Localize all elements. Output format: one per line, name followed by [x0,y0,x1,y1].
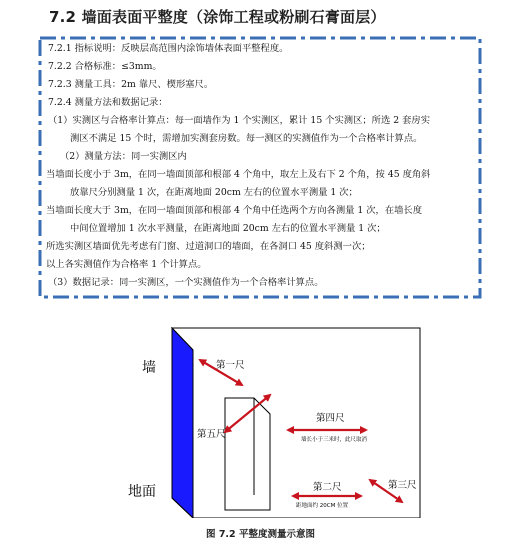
text-line-6: 测区不满足 15 个时，需增加实测套房数。每一测区的实测值作为一个合格率计算点。 [70,133,423,144]
text-line-10: 当墙面长度大于 3m，在同一墙面顶部和根部 4 个角中任选两个方向各测量 1 次，在墙长度 [46,205,423,216]
label-floor: 地面 [128,484,156,500]
section-title: 7.2 墙面表面平整度（涂饰工程或粉刷石膏面层） [49,8,386,26]
text-line-14: （3）数据记录：同一实测区，一个实测值作为一个合格率计算点。 [48,277,324,288]
text-line-7: （2）测量方法：同一实测区内 [60,151,187,162]
text-line-12: 所选实测区墙面优先考虑有门窗、过道洞口的墙面，在各洞口 45 度斜测一次； [46,241,371,252]
text-line-1: 7.2.1 指标说明：反映层高范围内涂饰墙体表面平整程度。 [48,43,289,54]
ruler-4-note: 墙长小于三米时，此尺取消 [301,437,368,443]
text-line-4: 7.2.4 测量方法和数据记录： [48,97,168,108]
ruler-5-label: 第五尺 [197,429,226,440]
ruler-4-label: 第四尺 [316,413,345,424]
text-line-5: （1）实测区与合格率计算点：每一面墙作为 1 个实测区，累计 15 个实测区；所选 2 套房实 [48,115,430,126]
text-line-11: 中间位置增加 1 次水平测量，在距离地面 20cm 左右的位置水平测量 1 次； [70,223,386,234]
text-line-3: 7.2.3 测量工具：2m 靠尺、楔形塞尺。 [48,79,214,90]
ruler-1-label: 第一尺 [216,360,245,371]
text-line-13: 以上各实测值作为合格率 1 个计算点。 [46,259,207,270]
measurement-diagram [120,320,440,518]
text-line-9: 放靠尺分别测量 1 次，在距离地面 20cm 左右的位置水平测量 1 次； [70,187,358,198]
wall-side-face [172,328,193,518]
text-line-8: 当墙面长度小于 3m，在同一墙面顶部和根部 4 个角中，取左上及右下 2 个角，按 45 度角斜 [46,169,431,180]
text-line-2: 7.2.2 合格标准：≤3mm。 [48,61,162,72]
ruler-3-label: 第三尺 [388,480,417,491]
ruler-2-note: 距地面约 20CM 位置 [296,503,349,509]
ruler-2-label: 第二尺 [313,482,342,493]
text-block [48,40,478,292]
label-wall: 墙 [142,360,156,376]
figure-caption: 图 7.2 平整度测量示意图 [206,529,315,540]
